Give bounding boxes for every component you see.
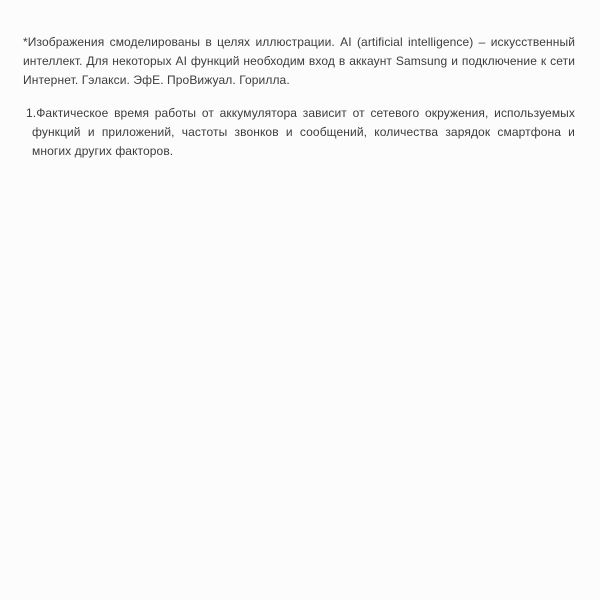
battery-footnote-text: 1.Фактическое время работы от аккумулятора зависит от сетевого окружения, используемых функций и приложений, частоты звонков и сообщений, количества зарядок смартфона и многих других факторов. xyxy=(26,106,575,158)
image-disclaimer-text: *Изображения смоделированы в целях иллюстрации. AI (artificial intelligence) – искусственный интеллект. Для некоторых AI функций необходим вход в аккаунт Samsung и подключение к сети Интернет. Гэлакси. ЭфЕ. ПроВижуал. Горилла. xyxy=(23,35,575,87)
disclaimer-block xyxy=(0,0,600,161)
